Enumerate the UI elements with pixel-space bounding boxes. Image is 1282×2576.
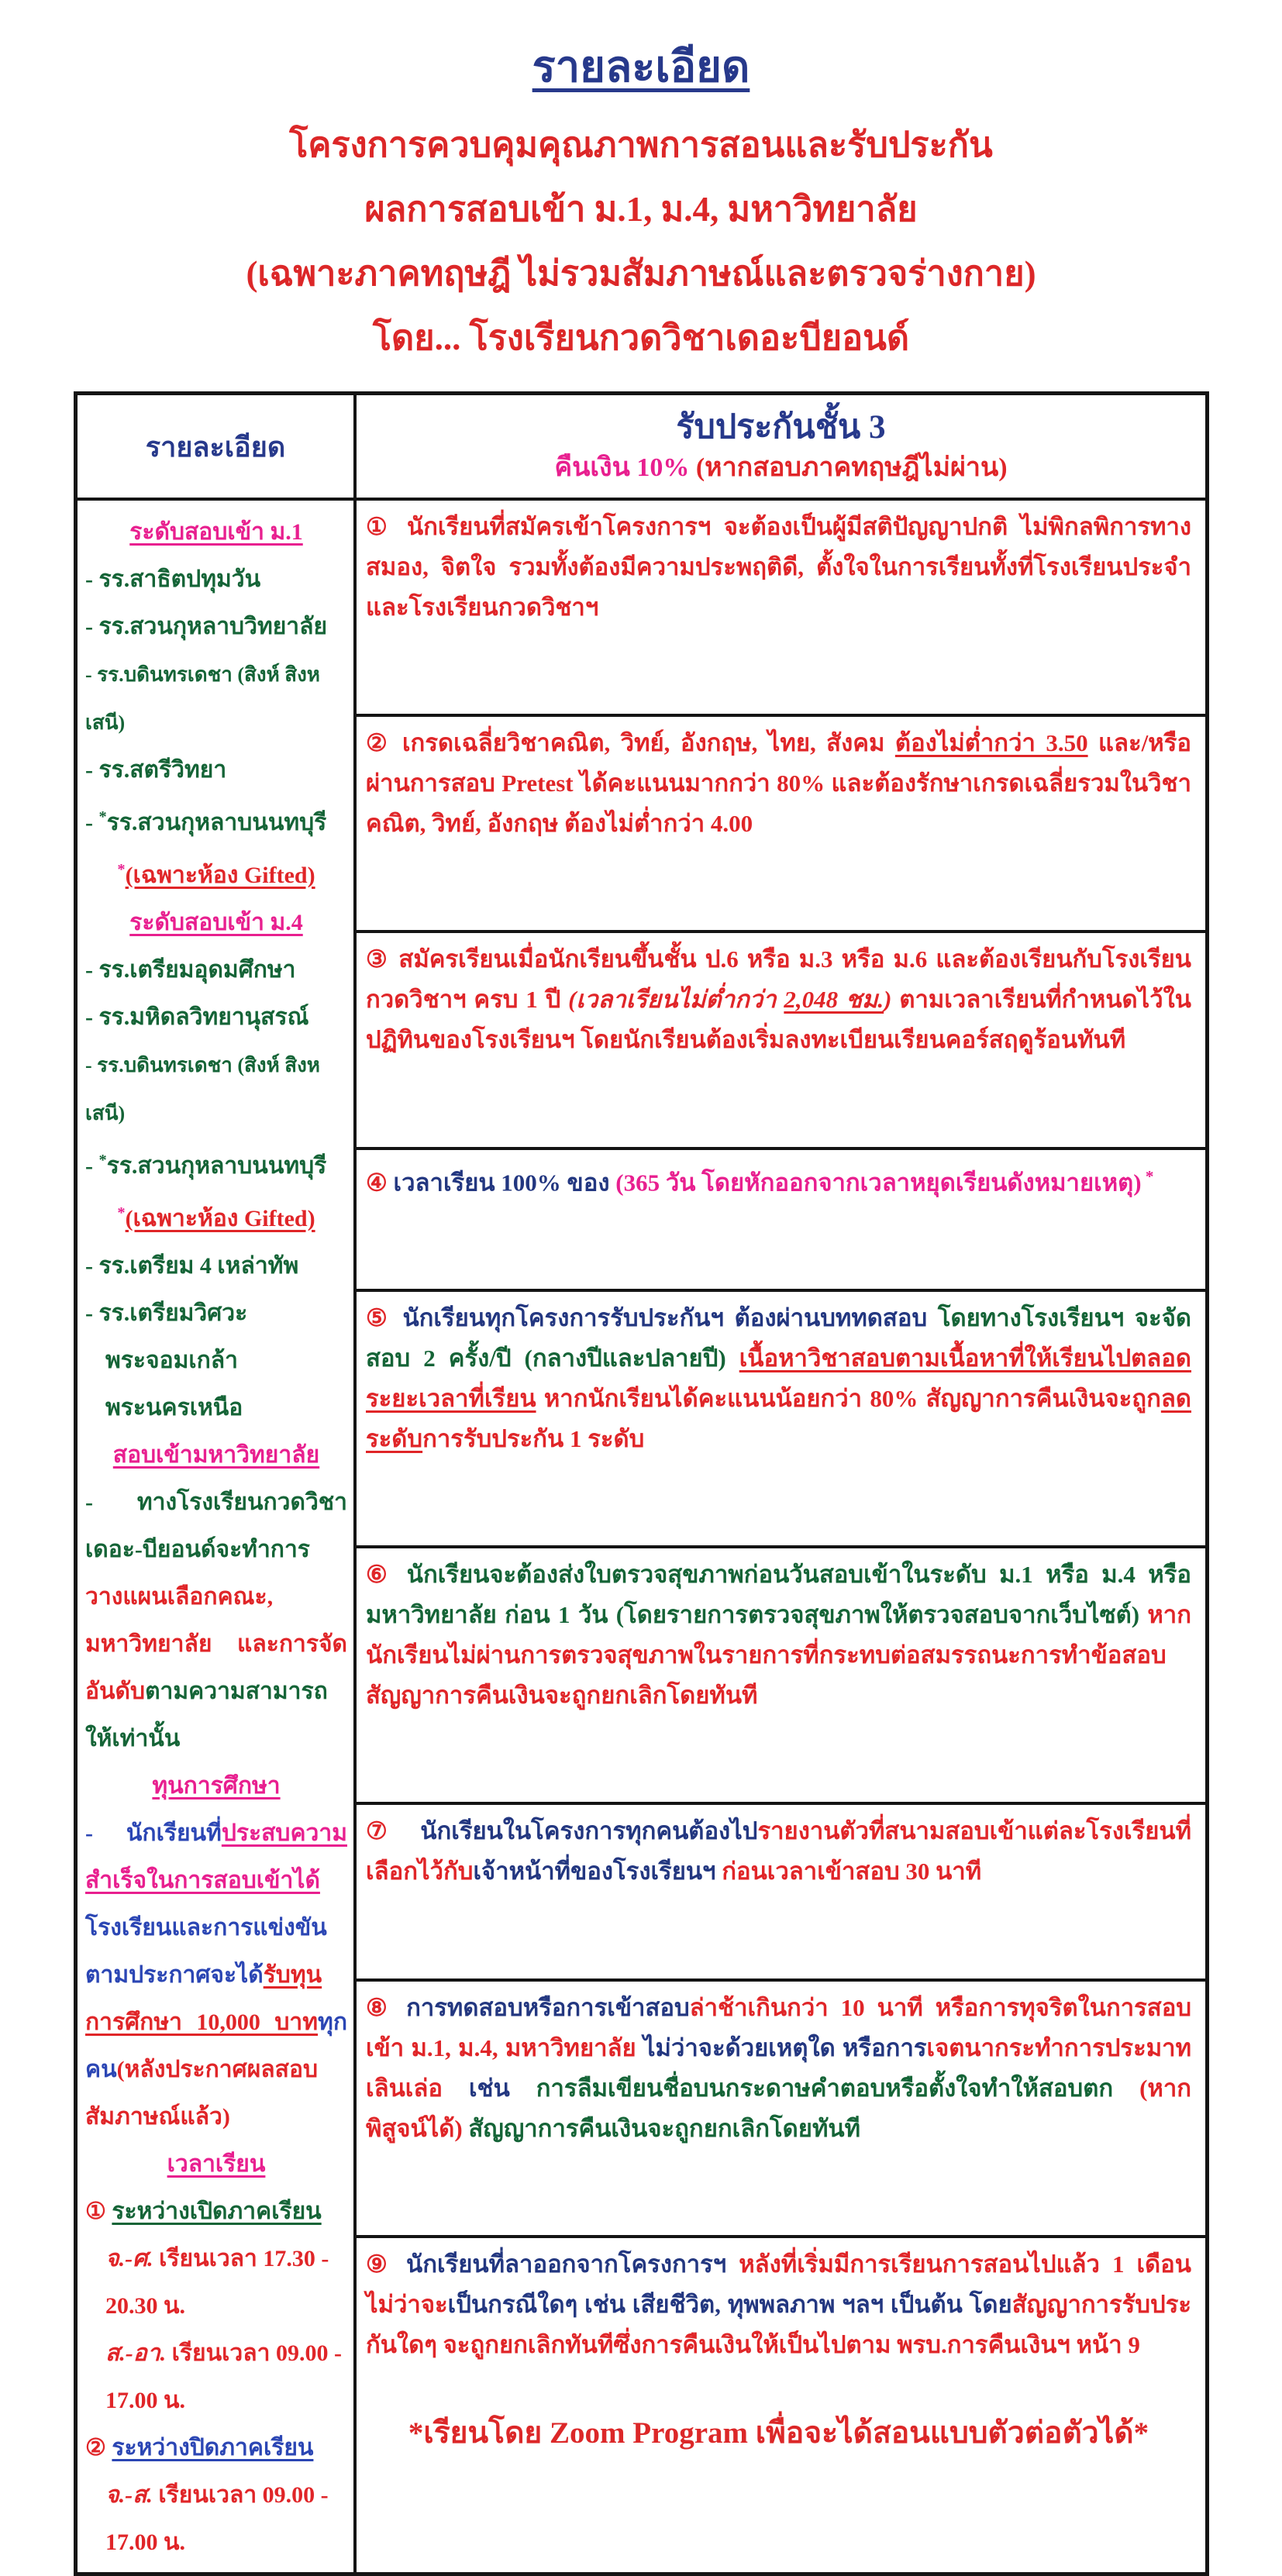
text-span: สัญญาการรับประกันใดๆ จะถูกยกเลิกทันทีซึ่งการคืนเงินให้เป็นไปตาม พรบ.การคืนเงินฯ หน้า 9 <box>366 2290 1191 2358</box>
title-block <box>0 0 1282 370</box>
text-span: นักเรียนที่สมัครเข้าโครงการฯ จะต้องเป็นผู้มีสติปัญญาปกติ ไม่พิกลพิการทางสมอง, จิตใจ รวมทั้งต้องมีความประพฤติดี, ตั้งใจในการเรียนทั้งที่โรงเรียนประจำและโรงเรียนกวดวิชาฯ <box>366 513 1192 621</box>
text-span: จ.-ส. <box>105 2482 159 2508</box>
text-span: เจตนากระทำการประมาทเลินเล่อ <box>366 2034 1191 2102</box>
subtitle-line-4: โดย... โรงเรียนกวดวิชาเดอะบียอนด์ <box>372 319 910 357</box>
text-span: * <box>98 1152 107 1169</box>
text-span: นักเรียนที่ลาออกจากโครงการฯ <box>406 2250 739 2278</box>
text-span: (หากพิสูจน์ได้) <box>366 2074 1191 2142</box>
text-span: ส.-อา. <box>105 2340 172 2366</box>
subtitle-line-2: ผลการสอบเข้า ม.1, ม.4, มหาวิทยาลัย <box>364 190 918 229</box>
detail-line <box>85 2330 347 2424</box>
detail-line <box>85 994 347 1041</box>
text-span: โรงเรียนและการแข่งขันตามประกาศจะได้ <box>85 1915 327 1988</box>
text-span: สัญญาการคืนเงินจะถูกยกเลิกโดยทันที <box>468 2114 861 2142</box>
text-span: โดยทางโรงเรียนฯ จะจัดสอบ 2 ครั้ง/ปี (กลางปีและปลายปี) <box>366 1304 1192 1372</box>
detail-line <box>85 508 347 556</box>
detail-line <box>85 556 347 603</box>
guarantee-item-7 <box>357 1805 1205 1981</box>
text-span: ⑨ <box>366 2250 407 2278</box>
text-span: 2,048 ชม. <box>784 986 884 1014</box>
text-span: ① <box>85 2199 112 2224</box>
text-span: - รร.บดินทรเดชา (สิงห์ สิงหเสนี) <box>85 663 320 734</box>
text-span: * <box>98 808 107 825</box>
detail-line <box>85 1290 347 1337</box>
text-span: จ.-ศ. <box>105 2246 160 2271</box>
detail-line <box>85 2471 347 2566</box>
text-span: ทุนการศึกษา <box>152 1773 281 1799</box>
text-span: - ทางโรงเรียนกวดวิชาเดอะ-บียอนด์จะทำการ <box>85 1489 347 1562</box>
text-span: คืนเงิน 10% <box>554 453 696 482</box>
guarantee-title: รับประกันชั้น 3 <box>676 409 886 446</box>
text-span: เช่น <box>468 2074 536 2102</box>
detail-line <box>85 1190 347 1242</box>
text-span: เรียนเวลา 09.00 - 17.00 น. <box>105 2340 342 2413</box>
detail-line <box>85 2140 347 2188</box>
text-span: เกรดเฉลี่ยวิชาคณิต, วิทย์, อังกฤษ, ไทย, สังคม <box>401 729 895 757</box>
text-span: การรับประกัน 1 ระดับ <box>422 1425 645 1453</box>
text-span: รร.สวนกุหลาบนนทบุรี <box>106 810 327 835</box>
text-span: เนื้อหาวิชาสอบตามเนื้อหาที่ให้เรียนไปตลอดระยะเวลาที่เรียน <box>366 1345 1191 1413</box>
text-span: - รร.สตรีวิทยา <box>85 757 227 783</box>
text-span: ประสบความสำเร็จในการสอบเข้าได้ <box>85 1820 347 1893</box>
text-span: ตามความสามารถให้เท่านั้น <box>85 1679 328 1751</box>
text-span: วางแผนเลือกคณะ, มหาวิทยาลัย และการจัดอันดับ <box>85 1584 347 1704</box>
text-span: ② <box>85 2435 112 2461</box>
guarantee-item-4 <box>357 1150 1205 1293</box>
text-span: (365 วัน โดยหักออกจากเวลาหยุดเรียนดังหมายเหตุ) <box>615 1168 1142 1196</box>
text-span: ก่อนเวลาเข้าสอบ 30 นาที <box>722 1858 982 1886</box>
detail-line <box>85 846 347 899</box>
guarantee-item-9-text <box>366 2251 1191 2358</box>
text-span: ) <box>884 986 900 1014</box>
refund-line <box>554 451 1007 485</box>
guarantee-item-9 <box>357 2238 1205 2572</box>
text-span: ⑦ <box>366 1817 421 1845</box>
text-span: เป็นกรณีใดๆ เช่น เสียชีวิต, ทุพพลภาพ ฯลฯ เป็นต้น โดย <box>447 2290 1012 2318</box>
text-span: รร.สวนกุหลาบนนทบุรี <box>106 1153 327 1179</box>
text-span: ลดระดับ <box>366 1385 1191 1453</box>
detail-line <box>85 603 347 650</box>
text-span: ไม่ว่าจะด้วยเหตุใด หรือการ <box>643 2034 927 2061</box>
text-span: เวลาเรียน <box>167 2151 266 2177</box>
text-span: ล่าช้าเกินกว่า 10 นาที หรือการทุจริตในการสอบเข้า ม.1, ม.4, มหาวิทยาลัย <box>366 1993 1191 2061</box>
text-span: ทุกคน <box>85 2009 347 2082</box>
detail-line <box>85 1242 347 1290</box>
subtitle-line-1: โครงการควบคุมคุณภาพการสอนและรับประกัน <box>289 126 993 164</box>
text-span: รับทุนการศึกษา 10,000 บาท <box>85 1962 322 2035</box>
subtitle-line-3: (เฉพาะภาคทฤษฎี ไม่รวมสัมภาษณ์และตรวจร่างกาย) <box>246 254 1036 293</box>
text-span: นักเรียนในโครงการทุกคนต้องไป <box>420 1817 758 1845</box>
text-span: ตามเวลาเรียนที่กำหนดไว้ในปฏิทินของโรงเรียนฯ โดยนักเรียนต้องเริ่มลงทะเบียนเรียนคอร์สฤดูร้อนทันที <box>366 986 1191 1054</box>
text-span: ⑧ <box>366 1993 407 2021</box>
document-title: รายละเอียด <box>532 43 750 91</box>
text-span: นักเรียนจะต้องส่งใบตรวจสุขภาพก่อนวันสอบเข้าในระดับ ม.1 หรือ ม.4 หรือมหาวิทยาลัย ก่อน 1 วัน (โดยรายการตรวจสุขภาพให้ตรวจสอบจากเว็บไซต์) <box>366 1561 1191 1629</box>
guarantee-header-cell <box>357 395 1205 501</box>
text-span: เรียนเวลา 09.00 - 17.00 น. <box>105 2482 329 2555</box>
text-span: - รร.เตรียมวิศวะ <box>85 1300 248 1326</box>
detail-line <box>85 899 347 946</box>
text-span: เจ้าหน้าที่ของโรงเรียนฯ <box>473 1858 722 1886</box>
text-span: ต้องไม่ต่ำกว่า 3.50 <box>894 729 1088 757</box>
text-span: (เฉพาะห้อง Gifted) <box>125 1206 315 1231</box>
detail-line <box>85 1762 347 1810</box>
text-span: * <box>117 1204 126 1221</box>
details-column <box>78 501 357 2572</box>
guarantee-item-1 <box>357 501 1205 717</box>
details-table <box>74 391 1209 2576</box>
detail-line <box>85 2235 347 2330</box>
text-span: - รร.สาธิตปทุมวัน <box>85 567 261 592</box>
text-span: สมัครเรียนเมื่อนักเรียนขึ้นชั้น ป.6 หรือ ม.3 หรือ ม.6 และต้องเรียนกับโรงเรียนกวดวิชาฯ ครบ 1 ปี <box>366 945 1191 1014</box>
guarantee-item-8 <box>357 1982 1205 2238</box>
text-span: การทดสอบหรือการเข้าสอบ <box>406 1993 690 2021</box>
detail-line <box>85 650 347 746</box>
text-span: หากนักเรียนไม่ผ่านการตรวจสุขภาพในรายการที่กระทบต่อสมรรถนะการทำข้อสอบ สัญญาการคืนเงินจะถูกยกเลิกโดยทันที <box>366 1601 1191 1710</box>
details-header-cell: รายละเอียด <box>78 395 357 501</box>
detail-line <box>85 1337 347 1431</box>
text-span: - <box>85 810 99 835</box>
detail-line <box>85 1431 347 1479</box>
detail-line <box>85 2188 347 2235</box>
text-span: หลังที่เริ่มมีการเรียนการสอนไปแล้ว 1 เดือน ไม่ว่าจะ <box>366 2250 1191 2318</box>
text-span: ③ <box>366 945 399 973</box>
text-span: - รร.มหิดลวิทยานุสรณ์ <box>85 1004 309 1030</box>
text-span: ① <box>366 513 407 540</box>
text-span: ⑤ <box>366 1304 403 1332</box>
text-span: (เฉพาะห้อง Gifted) <box>125 863 315 888</box>
text-span: รายงานตัวที่สนามสอบเข้าแต่ละโรงเรียนที่เลือกไว้กับ <box>366 1817 1191 1886</box>
text-span: หากนักเรียนได้คะแนนน้อยกว่า 80% สัญญาการคืนเงินจะถูก <box>536 1385 1161 1413</box>
detail-line <box>85 1041 347 1137</box>
text-span: - รร.เตรียมอุดมศึกษา <box>85 957 296 983</box>
text-span: เวลาเรียน 100% ของ <box>393 1168 616 1196</box>
text-span: ระดับสอบเข้า ม.1 <box>129 519 303 545</box>
text-span: ⑥ <box>366 1561 407 1589</box>
guarantee-item-6 <box>357 1548 1205 1805</box>
detail-line <box>85 946 347 994</box>
text-span: (หลังประกาศผลสอบสัมภาษณ์แล้ว) <box>85 2057 319 2130</box>
text-span: * <box>1141 1166 1154 1186</box>
text-span: ④ <box>366 1168 394 1196</box>
text-span: และ/หรือผ่านการสอบ Pretest ได้คะแนนมากกว่า 80% และต้องรักษาเกรดเฉลี่ยรวมในวิชาคณิต, วิทย์, อังกฤษ ต้องไม่ต่ำกว่า 4.00 <box>366 729 1192 838</box>
text-span: สอบเข้ามหาวิทยาลัย <box>112 1442 320 1468</box>
text-span: (เวลาเรียนไม่ต่ำกว่า <box>568 986 784 1014</box>
guarantee-item-2 <box>357 717 1205 933</box>
zoom-program-note: *เรียนโดย Zoom Program เพื่อจะได้สอนแบบตัวต่อตัวได้* <box>408 2416 1149 2450</box>
text-span: เรียนเวลา 17.30 - 20.30 น. <box>105 2246 329 2319</box>
text-span: - <box>85 1153 99 1179</box>
text-span: - รร.บดินทรเดชา (สิงห์ สิงหเสนี) <box>85 1054 320 1124</box>
text-span: ระดับสอบเข้า ม.4 <box>129 910 303 935</box>
detail-line <box>85 1810 347 2140</box>
text-span: * <box>117 861 126 878</box>
text-span: - รร.เตรียม 4 เหล่าทัพ <box>85 1253 299 1279</box>
guarantee-item-5 <box>357 1292 1205 1548</box>
text-span: ② <box>366 729 402 757</box>
detail-line <box>85 1137 347 1190</box>
guarantee-item-3 <box>357 933 1205 1149</box>
text-span: ระหว่างเปิดภาคเรียน <box>112 2199 322 2224</box>
text-span: นักเรียนทุกโครงการรับประกันฯ ต้องผ่านบททดสอบ <box>402 1304 938 1332</box>
text-span: (หากสอบภาคทฤษฎีไม่ผ่าน) <box>695 453 1008 482</box>
text-span: - รร.สวนกุหลาบวิทยาลัย <box>85 614 328 639</box>
detail-line <box>85 1479 347 1762</box>
text-span: การลืมเขียนชื่อบนกระดาษคำตอบหรือตั้งใจทำให้สอบตก <box>536 2074 1140 2102</box>
text-span: ระหว่างปิดภาคเรียน <box>112 2435 314 2461</box>
text-span: - นักเรียนที่ <box>85 1820 222 1846</box>
detail-line <box>85 746 347 794</box>
text-span: พระจอมเกล้าพระนครเหนือ <box>105 1348 243 1421</box>
detail-line <box>85 794 347 846</box>
detail-line <box>85 2424 347 2471</box>
